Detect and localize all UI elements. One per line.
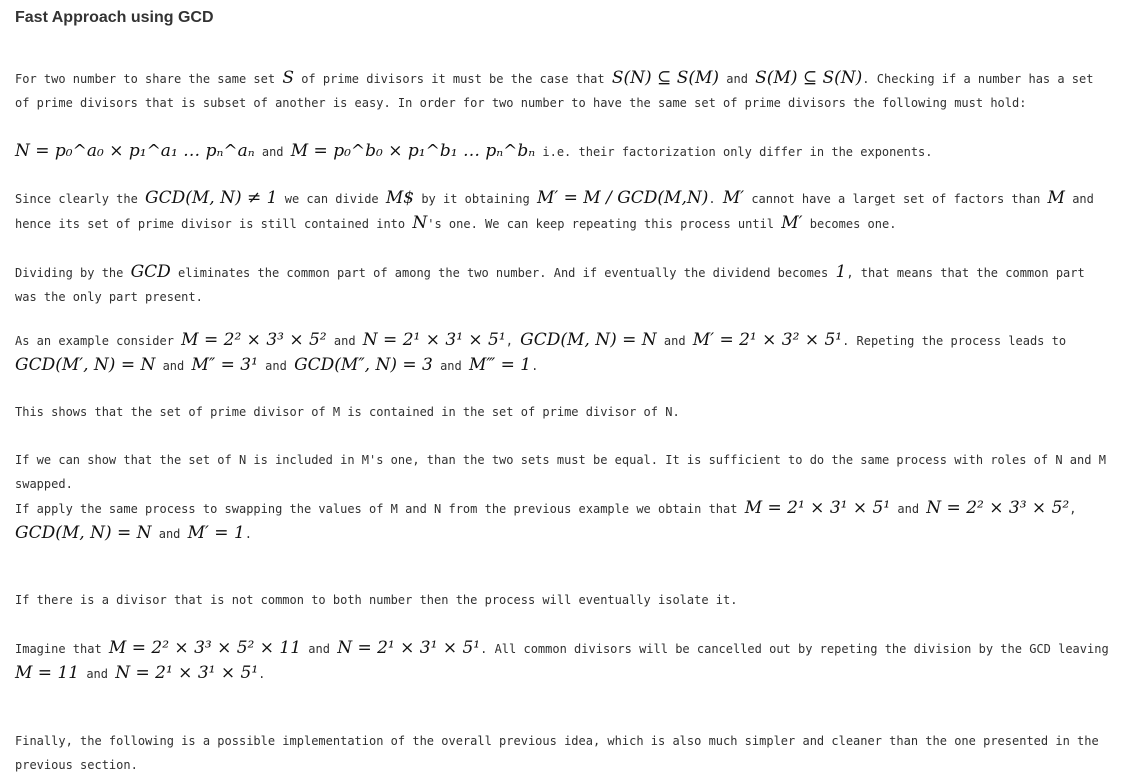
text: and [301,642,338,656]
math-expression: M‴ = 1 [468,355,532,375]
paragraph-factorization [15,139,1110,164]
text: we can divide [277,192,386,206]
text: . [258,667,266,681]
text: 's one. We can keep repeating this process until [427,217,782,231]
text: becomes one. [802,217,897,231]
math-expression: M = 2¹ × 3¹ × 5¹ [744,498,891,518]
text: cannot have a larget set of factors than [744,192,1048,206]
paragraph-shows-contained [15,400,1110,424]
text: and [432,359,469,373]
math-expression: M′ = M / GCD(M,N) [536,188,709,208]
text: by it obtaining [414,192,537,206]
section-heading: Fast Approach using GCD [15,9,214,26]
text: and [656,334,693,348]
math-expression: M = 11 [15,663,80,683]
math-expression: M′ [722,188,745,208]
text: This shows that the set of prime divisor of M is contained in the set of prime divisor of N. [15,405,680,419]
text: . [244,527,252,541]
text: and hence its set of prime divisor is still contained into [15,192,1094,231]
math-expression: N [412,213,428,233]
math-expression: M = 2² × 3³ × 5² × 11 [108,638,302,658]
math-expression: M′ = 1 [187,523,245,543]
paragraph-prime-set-condition [15,66,1110,115]
paragraph-implementation [15,729,1110,777]
math-expression: M′ = 2¹ × 3² × 5¹ [692,330,843,350]
math-expression: S [282,68,294,88]
text: . [708,192,723,206]
math-expression: GCD(M″, N) = 3 [294,355,433,375]
math-expression: M′ [781,213,803,233]
math-expression: GCD(M, N) = N [520,330,657,350]
math-expression: N = 2¹ × 3¹ × 5¹ [337,638,481,658]
math-expression: M = p₀^b₀ × p₁^b₁ … pₙ^bₙ [290,141,536,161]
math-expression: N = 2² × 3³ × 5² [926,498,1070,518]
math-expression: GCD(M, N) = N [15,523,152,543]
text: Since clearly the [15,192,146,206]
text: As an example consider [15,334,182,348]
text: Finally, the following is a possible implementation of the overall previous idea, which is also much simpler and cleaner than the one presented in the previous section. [15,734,1099,772]
text: For two number to share the same set [15,72,283,86]
text: If apply the same process to swapping the values of M and N from the previous example we obtain that [15,502,745,516]
math-expression: GCD [130,262,171,282]
math-expression: S(N) ⊆ S(M) [611,68,720,88]
math-expression: GCD(M′, N) = N [15,355,156,375]
text: and [254,145,291,159]
text: . [531,359,539,373]
text: eliminates the common part of among the two number. And if eventually the dividend becomes [170,266,836,280]
text: If there is a divisor that is not common to both number then the process will eventually isolate it. [15,593,738,607]
text: i.e. their factorization only differ in the exponents. [535,145,933,159]
math-expression: M″ = 3¹ [191,355,258,375]
text: and [890,502,927,516]
text: , [505,334,521,348]
paragraph-gcd-eliminates [15,260,1110,309]
paragraph-swapped-example [15,496,1110,546]
paragraph-isolate-divisor [15,588,1110,612]
math-expression: N = 2¹ × 3¹ × 5¹ [115,663,259,683]
math-expression: M [1047,188,1065,208]
math-expression: 1 [835,262,847,282]
text: . Repeting the process leads to [842,334,1067,348]
text: Dividing by the [15,266,131,280]
text: of prime divisors it must be the case that [293,72,612,86]
text: , that means that the common part was the only part present. [15,266,1085,304]
text: and [79,667,116,681]
math-expression: M = 2² × 3³ × 5² [181,330,327,350]
math-expression: GCD(M, N) ≠ 1 [145,188,278,208]
text: , [1069,502,1077,516]
text: . All common divisors will be cancelled out by repeting the division by the GCD leaving [480,642,1109,656]
text: and [151,527,188,541]
math-expression: M$ [385,188,415,208]
text: Imagine that [15,642,109,656]
text: . Checking if a number has a set of prime divisors that is subset of another is easy. In order for two number to have the same set of prime divisors the following must hold: [15,72,1094,110]
paragraph-imagine-example [15,636,1110,686]
text: and [719,72,756,86]
text: and [155,359,192,373]
paragraph-example [15,328,1110,378]
text: If we can show that the set of N is included in M's one, than the two sets must be equal. It is sufficient to do the same process with roles of N and M swapped. [15,453,1106,491]
math-expression: N = p₀^a₀ × p₁^a₁ … pₙ^aₙ [15,141,255,161]
text: and [326,334,363,348]
paragraph-gcd-division [15,186,1110,236]
text: and [257,359,295,373]
paragraph-swap-roles [15,448,1110,496]
math-expression: S(M) ⊆ S(N) [755,68,863,88]
math-expression: N = 2¹ × 3¹ × 5¹ [362,330,506,350]
